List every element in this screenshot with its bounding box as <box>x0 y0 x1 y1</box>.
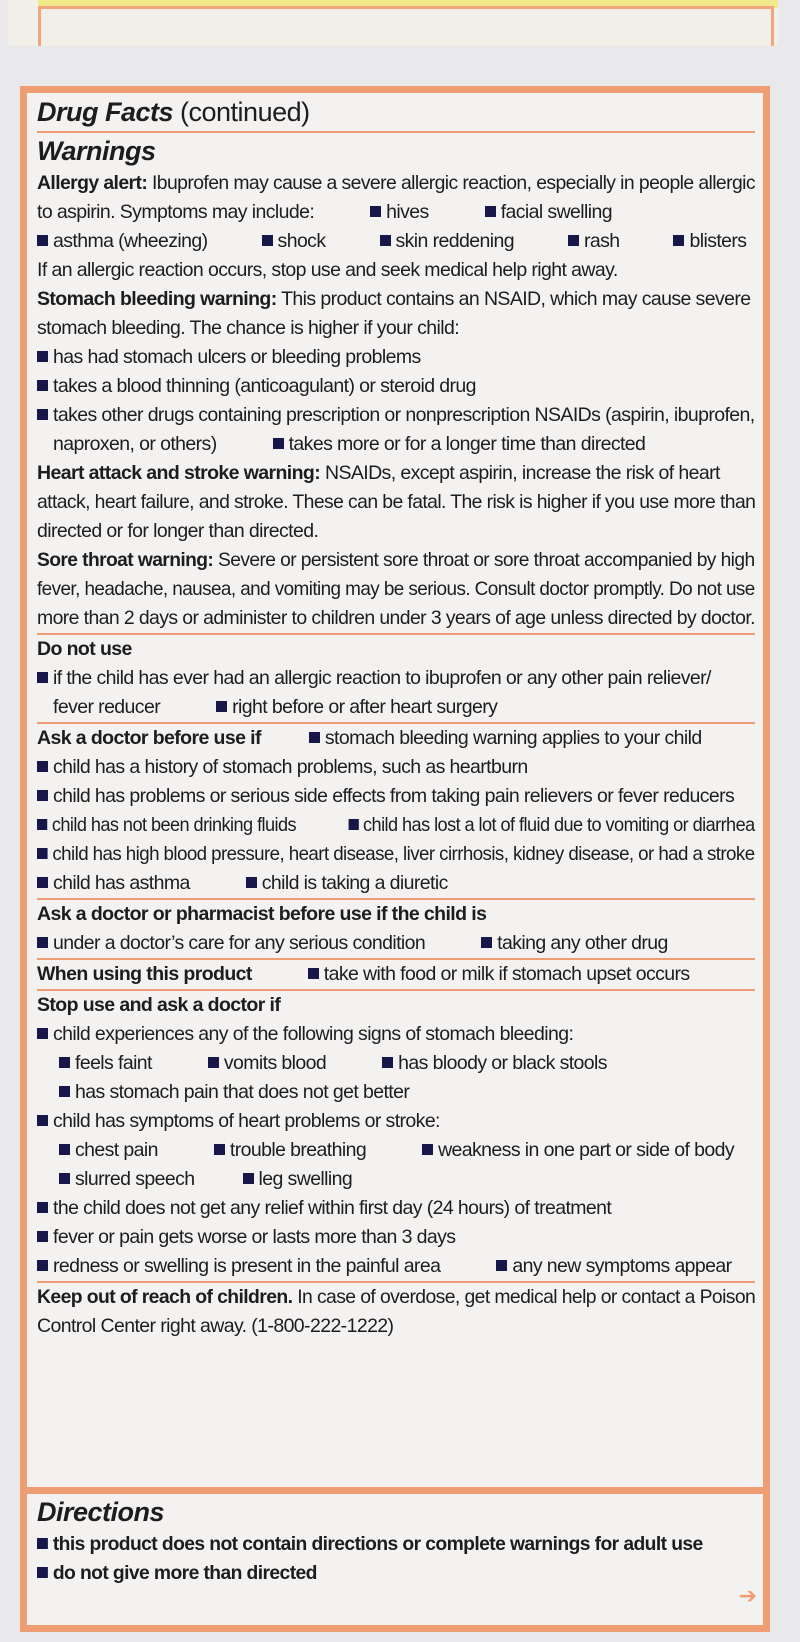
symptom-item: shock <box>277 230 326 252</box>
list-item-text: do not give more than directed <box>52 1562 317 1584</box>
list-item <box>37 1107 755 1136</box>
arrow-right-icon: ➔ <box>738 1583 757 1608</box>
ask-doctor-section <box>37 724 755 898</box>
square-bullet-icon <box>568 235 579 246</box>
square-bullet-icon <box>59 1086 70 1097</box>
square-bullet-icon <box>37 409 48 420</box>
list-item-text: child has lost a lot of fluid due to vomiting or diarrhea <box>363 814 755 836</box>
heart-text-1: NSAIDs, except aspirin, increase the risk of heart <box>320 462 720 484</box>
stop-use-section <box>37 991 755 1281</box>
square-bullet-icon <box>59 1057 70 1068</box>
title-bold: Drug Facts <box>37 97 174 127</box>
list-item-text: child has asthma <box>53 872 190 894</box>
square-bullet-icon <box>37 819 47 830</box>
list-item-text: feels faint <box>75 1052 152 1074</box>
list-item-text: naproxen, or others) <box>53 433 217 455</box>
keep-out-label: Keep out of reach of children. <box>37 1286 293 1308</box>
square-bullet-icon <box>208 1057 219 1068</box>
list-item-text: leg swelling <box>258 1168 353 1190</box>
allergy-line-3 <box>37 227 755 256</box>
square-bullet-icon <box>59 1173 70 1184</box>
symptom-item: skin reddening <box>395 230 514 252</box>
list-item <box>37 1136 755 1165</box>
list-item-text: taking any other drug <box>497 932 668 954</box>
square-bullet-icon <box>37 1231 48 1242</box>
symptom-item: hives <box>386 201 429 223</box>
square-bullet-icon <box>673 235 684 246</box>
keep-out-line-1 <box>37 1283 756 1312</box>
heart-line-2: attack, heart failure, and stroke. These can be fatal. The risk is higher if you use more than <box>37 491 756 513</box>
throat-line-3: more than 2 days or administer to children under 3 years of age unless directed by doctor. <box>37 607 755 629</box>
list-item-text: if the child has ever had an allergic reaction to ibuprofen or any other pain reliever/ <box>53 667 711 689</box>
square-bullet-icon <box>262 235 273 246</box>
square-bullet-icon <box>37 672 48 683</box>
square-bullet-icon <box>481 937 492 948</box>
heart-line-1 <box>37 459 755 488</box>
square-bullet-icon <box>37 761 48 772</box>
list-item <box>37 1559 755 1588</box>
list-item-text: take with food or milk if stomach upset occurs <box>323 963 690 985</box>
keep-out-text-1: In case of overdose, get medical help or contact a Poison <box>292 1286 756 1308</box>
heart-label: Heart attack and stroke warning: <box>37 462 321 484</box>
allergy-text-1: Ibuprofen may cause a severe allergic reaction, especially in people allergic <box>147 172 755 194</box>
directions-section <box>27 1487 763 1625</box>
list-item-text: weakness in one part or side of body <box>438 1139 735 1161</box>
stomach-line-2: stomach bleeding. The chance is higher if your child: <box>37 317 460 339</box>
list-item <box>37 1165 755 1194</box>
list-item-text: this product does not contain directions or complete warnings for adult use <box>52 1533 703 1555</box>
list-item <box>37 811 755 840</box>
list-item <box>37 430 755 459</box>
square-bullet-icon <box>37 1115 48 1126</box>
when-using-section <box>37 960 755 989</box>
list-item-text: under a doctor’s care for any serious condition <box>53 932 426 954</box>
square-bullet-icon <box>348 819 358 830</box>
drug-facts-content <box>37 93 755 1341</box>
list-item-text: has had stomach ulcers or bleeding problems <box>53 346 421 368</box>
ask-pharmacist-section <box>37 900 755 958</box>
when-using-line <box>37 960 755 989</box>
list-item-text: stomach bleeding warning applies to your child <box>324 727 702 749</box>
list-item <box>37 693 755 722</box>
symptom-item: asthma (wheezing) <box>53 230 208 252</box>
square-bullet-icon <box>496 1260 507 1271</box>
ask-doctor-heading: Ask a doctor before use if <box>37 727 261 749</box>
list-item-text: takes a blood thinning (anticoagulant) or steroid drug <box>53 375 476 397</box>
heart-line-3: directed or for longer than directed. <box>37 520 319 542</box>
square-bullet-icon <box>422 1144 433 1155</box>
symptom-item: rash <box>583 230 620 252</box>
flap-border <box>38 6 774 46</box>
do-not-use-section <box>37 635 755 722</box>
square-bullet-icon <box>370 206 381 217</box>
warnings-heading: Warnings <box>37 136 156 166</box>
square-bullet-icon <box>246 877 257 888</box>
when-using-heading: When using this product <box>37 963 252 985</box>
allergy-line-2 <box>37 198 755 227</box>
ask-pharmacist-heading: Ask a doctor or pharmacist before use if the child is <box>37 903 487 925</box>
square-bullet-icon <box>37 848 48 859</box>
square-bullet-icon <box>214 1144 225 1155</box>
square-bullet-icon <box>59 1144 70 1155</box>
square-bullet-icon <box>485 206 496 217</box>
square-bullet-icon <box>380 235 391 246</box>
list-item-text: redness or swelling is present in the painful area <box>53 1255 441 1277</box>
square-bullet-icon <box>309 732 320 743</box>
list-item-text: child has a history of stomach problems, such as heartburn <box>53 756 528 778</box>
list-item-text: fever or pain gets worse or lasts more than 3 days <box>53 1226 456 1248</box>
allergy-text-2: to aspirin. Symptoms may include: <box>37 201 315 223</box>
square-bullet-icon <box>37 1538 48 1549</box>
stomach-text-1: This product contains an NSAID, which may cause severe <box>276 288 751 310</box>
list-item-text: has stomach pain that does not get better <box>75 1081 410 1103</box>
symptom-item: blisters <box>689 230 747 252</box>
list-item <box>37 782 755 811</box>
square-bullet-icon <box>243 1173 254 1184</box>
list-item <box>37 869 755 898</box>
square-bullet-icon <box>37 877 48 888</box>
list-item-text: the child does not get any relief within first day (24 hours) of treatment <box>53 1197 612 1219</box>
list-item <box>37 1049 755 1078</box>
list-item-text: child has symptoms of heart problems or stroke: <box>53 1110 440 1132</box>
throat-line-1 <box>37 546 755 575</box>
allergy-label: Allergy alert: <box>37 172 148 194</box>
list-item <box>37 664 755 693</box>
list-item <box>37 1223 755 1252</box>
square-bullet-icon <box>273 438 284 449</box>
list-item <box>37 1020 755 1049</box>
keep-out-line-2: Control Center right away. (1-800-222-1222) <box>37 1315 394 1337</box>
list-item-text: right before or after heart surgery <box>232 696 498 718</box>
keep-out-section <box>37 1283 755 1341</box>
square-bullet-icon <box>37 937 48 948</box>
allergy-line-1 <box>37 169 755 198</box>
square-bullet-icon <box>37 1028 48 1039</box>
symptom-item: facial swelling <box>500 201 612 223</box>
top-flap <box>8 0 778 46</box>
square-bullet-icon <box>37 1567 48 1578</box>
do-not-use-heading: Do not use <box>37 638 132 660</box>
list-item-text: child has not been drinking fluids <box>51 814 297 836</box>
list-item <box>37 372 755 401</box>
square-bullet-icon <box>37 790 48 801</box>
allergy-line-4: If an allergic reaction occurs, stop use and seek medical help right away. <box>37 259 618 281</box>
directions-heading: Directions <box>37 1497 165 1527</box>
list-item <box>37 840 755 869</box>
list-item-text: child is taking a diuretic <box>261 872 448 894</box>
list-item-text: child experiences any of the following signs of stomach bleeding: <box>53 1023 574 1045</box>
list-item-text: takes more or for a longer time than directed <box>288 433 646 455</box>
list-item-text: has bloody or black stools <box>398 1052 607 1074</box>
throat-line-2: fever, headache, nausea, and vomiting may be serious. Consult doctor promptly. Do not use <box>37 578 755 600</box>
square-bullet-icon <box>37 235 48 246</box>
stomach-label: Stomach bleeding warning: <box>37 288 277 310</box>
warnings-section <box>37 133 755 633</box>
list-item-text: any new symptoms appear <box>512 1255 732 1277</box>
list-item-text: trouble breathing <box>229 1139 367 1161</box>
throat-label: Sore throat warning: <box>37 549 214 571</box>
square-bullet-icon <box>37 351 48 362</box>
title-rest: (continued) <box>173 97 310 127</box>
list-item <box>37 1530 755 1559</box>
square-bullet-icon <box>382 1057 393 1068</box>
list-item-text: fever reducer <box>53 696 161 718</box>
list-item-text: child has high blood pressure, heart disease, liver cirrhosis, kidney disease, or had a stroke <box>52 843 755 865</box>
list-item <box>37 1078 755 1107</box>
square-bullet-icon <box>37 380 48 391</box>
stomach-line-1 <box>37 285 755 314</box>
list-item-text: slurred speech <box>75 1168 195 1190</box>
list-item <box>37 1194 755 1223</box>
list-item <box>37 343 755 372</box>
drug-facts-title <box>37 93 755 131</box>
list-item <box>37 401 755 430</box>
list-item-text: chest pain <box>75 1139 158 1161</box>
list-item-text: vomits blood <box>223 1052 327 1074</box>
stop-use-heading: Stop use and ask a doctor if <box>37 994 281 1016</box>
list-item-text: takes other drugs containing prescription or nonprescription NSAIDs (aspirin, ibuprofen, <box>53 404 755 426</box>
list-item <box>37 753 755 782</box>
square-bullet-icon <box>37 1202 48 1213</box>
square-bullet-icon <box>216 701 227 712</box>
square-bullet-icon <box>308 968 319 979</box>
list-item <box>37 929 755 958</box>
drug-facts-panel <box>20 86 770 1632</box>
list-item <box>37 1252 755 1281</box>
throat-text-1: Severe or persistent sore throat or sore throat accompanied by high <box>213 549 755 571</box>
ask-doctor-line-1 <box>37 724 755 753</box>
square-bullet-icon <box>37 1260 48 1271</box>
list-item-text: child has problems or serious side effects from taking pain relievers or fever reducers <box>53 785 735 807</box>
